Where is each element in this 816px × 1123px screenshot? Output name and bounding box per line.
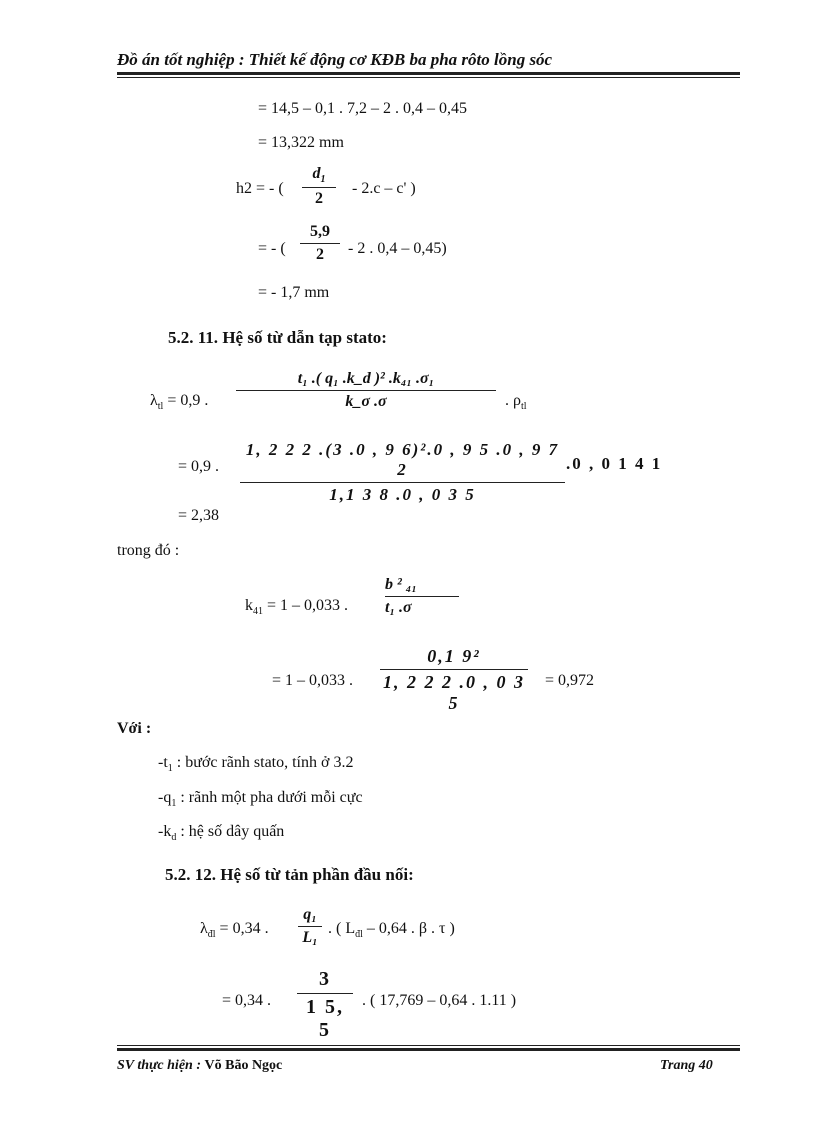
lambda-d-tail: . ( $L_{đl} - 0,64$ . β . τ )	[328, 920, 455, 941]
calc-line-2: = 13,322 mm	[258, 134, 344, 151]
h2b-prefix: = - (	[258, 240, 286, 257]
h2-prefix: h2 = - (	[236, 180, 284, 197]
lambda-d-denominator: L₁	[302, 929, 318, 946]
lambda-t-fraction	[236, 370, 496, 411]
h2b-fraction	[300, 223, 340, 264]
k41-numerator: b ² ₄₁	[385, 576, 417, 593]
h2-result: = - 1,7 mm	[258, 284, 330, 301]
h2b-denominator: 2	[316, 246, 324, 263]
section-heading-12	[165, 865, 414, 885]
lambda-d-fraction	[298, 906, 322, 947]
h2b-suffix: - 2 . 0,4 – 0,45)	[348, 240, 447, 257]
k41-result: = 0,972	[545, 672, 595, 689]
k41-denominator: t₁ .σ	[385, 599, 412, 616]
calc-line-1: = 14,5 – 0,1 . 7,2 – 2 . 0,4 – 0,45	[258, 100, 468, 117]
footer-author: SV thực hiện : Võ Bão Ngọc	[117, 1058, 283, 1073]
h2b-numerator: 5,9	[310, 223, 330, 240]
lambda-t-sub-tail: .0 , 0 1 4 1	[566, 454, 663, 473]
k41-fraction	[385, 576, 459, 617]
h2-numerator: d	[312, 165, 321, 182]
footer-page-number: Trang 40	[660, 1058, 713, 1073]
section-heading-11	[168, 328, 387, 348]
lambda-t-result: = 2,38	[178, 507, 220, 524]
with-label: Với :	[117, 720, 152, 737]
def-q1: $-q_1$ : rãnh một pha dưới mỗi cực	[158, 789, 363, 810]
lambda-d-sub-eq: = 0,34 .	[222, 992, 272, 1009]
header-rule	[117, 72, 740, 75]
lambda-d-sub-tail: . ( 17,769 – 0,64 . 1.11 )	[362, 992, 517, 1009]
h2-suffix: - 2.c – c' )	[352, 180, 416, 197]
h2-fraction	[302, 165, 336, 208]
h2-numerator-sub: 1	[320, 174, 326, 186]
k41-sub-denominator: 1, 2 2 2 .0 , 0 3 5	[383, 672, 525, 713]
document-header: Đồ án tốt nghiệp : Thiết kế động cơ KĐB ba pha rôto lồng sóc	[117, 50, 553, 69]
lambda-d-sub-fraction	[297, 968, 353, 1042]
section-number-11: 5.2. 11.	[168, 328, 219, 347]
lambda-t-sub-fraction	[240, 440, 565, 505]
section-number-12: 5.2. 12.	[165, 865, 216, 884]
header-rule-thin	[117, 77, 740, 78]
def-kd: $-k_d$ : hệ số dây quấn	[158, 823, 285, 844]
lambda-t-numerator: t₁ .( q₁ .k_d )² .k₄₁ .σ₁	[297, 370, 435, 387]
lambda-t-sub-denominator: 1,1 3 8 .0 , 0 3 5	[329, 485, 476, 504]
k41-sub-eq: = 1 – 0,033 .	[272, 672, 354, 689]
footer-rule-thick	[117, 1048, 740, 1051]
lambda-t-denominator: k_σ .σ	[345, 393, 387, 410]
lambda-t-lhs: $\lambda_{tl} = 0,9$ .	[150, 392, 209, 413]
k41-sub-fraction	[380, 646, 528, 714]
lambda-d-sub-numerator: 3	[319, 968, 331, 990]
lambda-t-sub-coef: = 0,9 .	[178, 458, 220, 475]
section-title-11: Hệ số từ dẫn tạp stato:	[222, 328, 387, 347]
k41-sub-numerator: 0,1 9²	[427, 646, 481, 666]
h2-denominator: 2	[315, 190, 323, 208]
lambda-d-sub-denominator: 1 5, 5	[306, 996, 344, 1041]
section-title-12: Hệ số từ tản phần đầu nối:	[220, 865, 414, 884]
lambda-t-rho: . $\rho_{tl}$	[505, 392, 527, 413]
def-t1: $-t_1$ : bước rãnh stato, tính ở 3.2	[158, 754, 354, 775]
where-label: trong đó :	[117, 542, 180, 559]
lambda-d-lhs: $\lambda_{đl} = 0,34$ .	[200, 920, 269, 941]
footer-rule	[117, 1045, 740, 1046]
k41-lhs: $k_{41} = 1 - 0,033$ .	[245, 597, 349, 618]
lambda-d-numerator: q₁	[303, 906, 317, 923]
lambda-t-sub-numerator: 1, 2 2 2 .(3 .0 , 9 6)².0 , 9 5 .0 , 9 7 2	[245, 440, 560, 479]
